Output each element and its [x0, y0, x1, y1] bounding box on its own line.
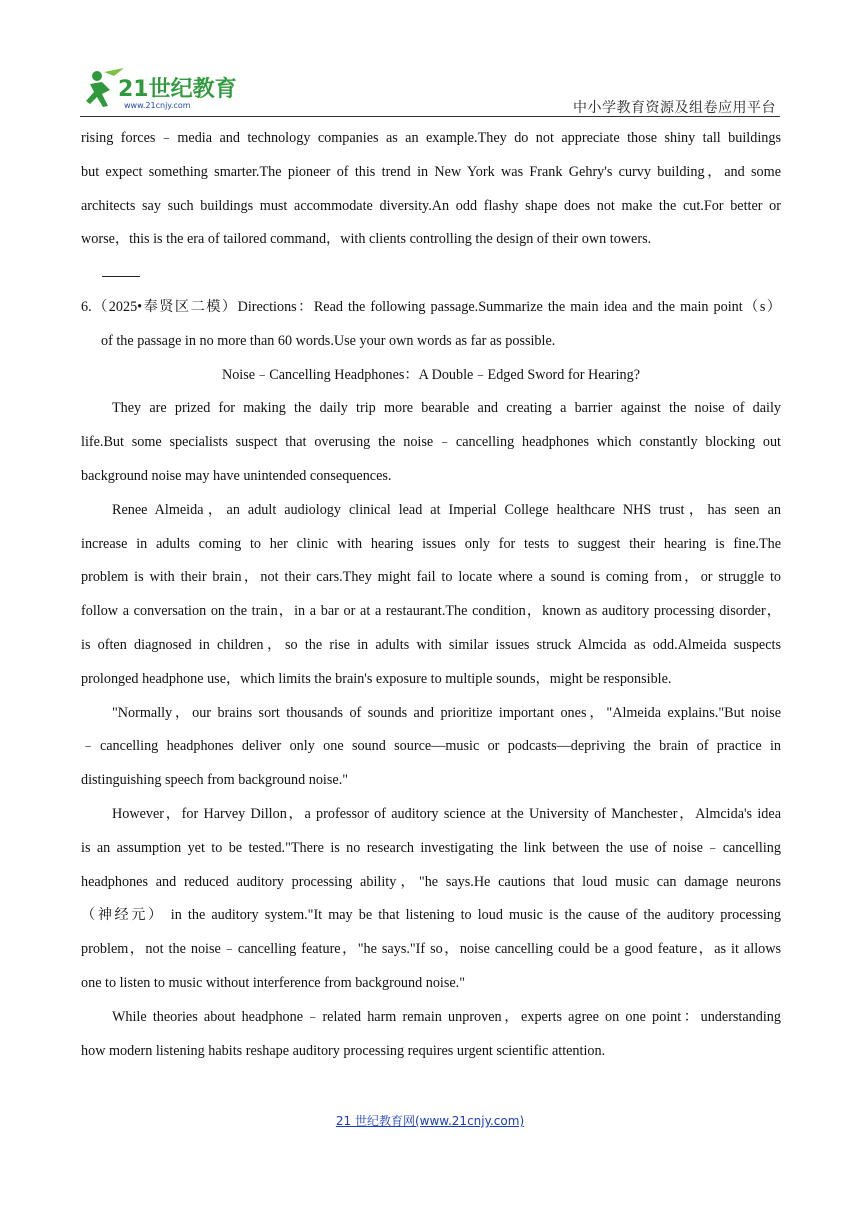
paragraph: [81, 697, 781, 798]
question-directions-line: 6.（2025•奉贤区二模）Directions：Read the following passage.Summarize the main idea and the main point（s）: [81, 298, 781, 315]
text-line: worse，this is the era of tailored command，with clients controlling the design of their own towers.: [81, 231, 652, 248]
previous-passage-tail: [81, 122, 781, 257]
paragraph: [81, 392, 781, 493]
text-line: increase in adults coming to her clinic with hearing issues only for tests to suggest their hearing is fine.The: [81, 535, 781, 552]
text-line: headphones and reduced auditory processing ability，"he says.He cautions that loud music can damage neurons: [81, 873, 781, 890]
text-line: rising forces﹣media and technology companies as an example.They do not appreciate those shiny tall buildings: [81, 130, 781, 146]
answer-blank-line: [81, 257, 781, 291]
text-line: ﹣cancelling headphones deliver only one sound source—music or podcasts—depriving the brain of practice in: [81, 738, 781, 755]
text-line: While theories about headphone﹣related harm remain unproven，experts agree on one point：understanding: [112, 1008, 781, 1025]
footer-link[interactable]: 21 世纪教育网(www.21cnjy.com): [335, 1114, 525, 1128]
text-line: problem is with their brain，not their cars.They might fail to locate where a sound is coming from，or struggle to: [81, 569, 781, 586]
text-line: one to listen to music without interference from background noise.": [81, 974, 466, 991]
paragraph: [81, 798, 781, 1001]
paragraph: [81, 494, 781, 697]
answer-blank: [102, 264, 140, 277]
text-line: "Normally，our brains sort thousands of sounds and prioritize important ones，"Almeida explains."But noise: [112, 704, 781, 721]
logo-text: 21世纪教育: [118, 77, 237, 102]
passage-title: Noise﹣Cancelling Headphones：A Double﹣Edged Sword for Hearing?: [221, 366, 641, 383]
text-line: background noise may have unintended consequences.: [81, 467, 392, 484]
header-platform-text: 中小学教育资源及组卷应用平台: [573, 100, 776, 116]
text-line: prolonged headphone use，which limits the brain's exposure to multiple sounds，might be responsible.: [81, 670, 672, 687]
question-6: [81, 291, 781, 359]
text-line: but expect something smarter.The pioneer of this trend in New York was Frank Gehry's curvy building，and some: [81, 163, 781, 180]
text-line: life.But some specialists suspect that overusing the noise﹣cancelling headphones which constantly blocking out: [81, 434, 781, 451]
text-line: However，for Harvey Dillon，a professor of auditory science at the University of Manchester，Almcida's idea: [112, 805, 781, 822]
text-line: Renee Almeida，an adult audiology clinical lead at Imperial College healthcare NHS trust，has seen an: [112, 501, 781, 518]
text-line: distinguishing speech from background noise.": [81, 772, 349, 789]
text-line: architects say such buildings must accommodate diversity.An odd flashy shape does not make the cut.For better or: [81, 197, 781, 214]
text-line: is often diagnosed in children，so the rise in adults with similar issues struck Almcida as odd.Almeida suspects: [81, 636, 781, 653]
header-divider: [80, 116, 780, 117]
site-logo: [80, 66, 250, 112]
text-line: how modern listening habits reshape auditory processing requires urgent scientific attention.: [81, 1042, 606, 1059]
text-line: is an assumption yet to be tested."There is no research investigating the link between the use of noise﹣cancelling: [81, 839, 781, 856]
text-line: problem，not the noise﹣cancelling feature，"he says."If so，noise cancelling could be a good feature，as it allows: [81, 941, 781, 958]
text-line: They are prized for making the daily trip more bearable and creating a barrier against the noise of daily: [112, 400, 781, 417]
paragraph: [81, 1001, 781, 1069]
text-line: follow a conversation on the train，in a bar or at a restaurant.The condition，known as auditory processing disorder，: [81, 603, 781, 620]
page-header: [80, 66, 780, 118]
question-directions-line: of the passage in no more than 60 words.Use your own words as far as possible.: [101, 332, 556, 349]
page-content: [81, 122, 781, 1068]
logo-url: www.21cnjy.com: [124, 101, 191, 110]
text-line: （神经元） in the auditory system."It may be that listening to loud music is the cause of the auditory processing: [81, 907, 781, 924]
